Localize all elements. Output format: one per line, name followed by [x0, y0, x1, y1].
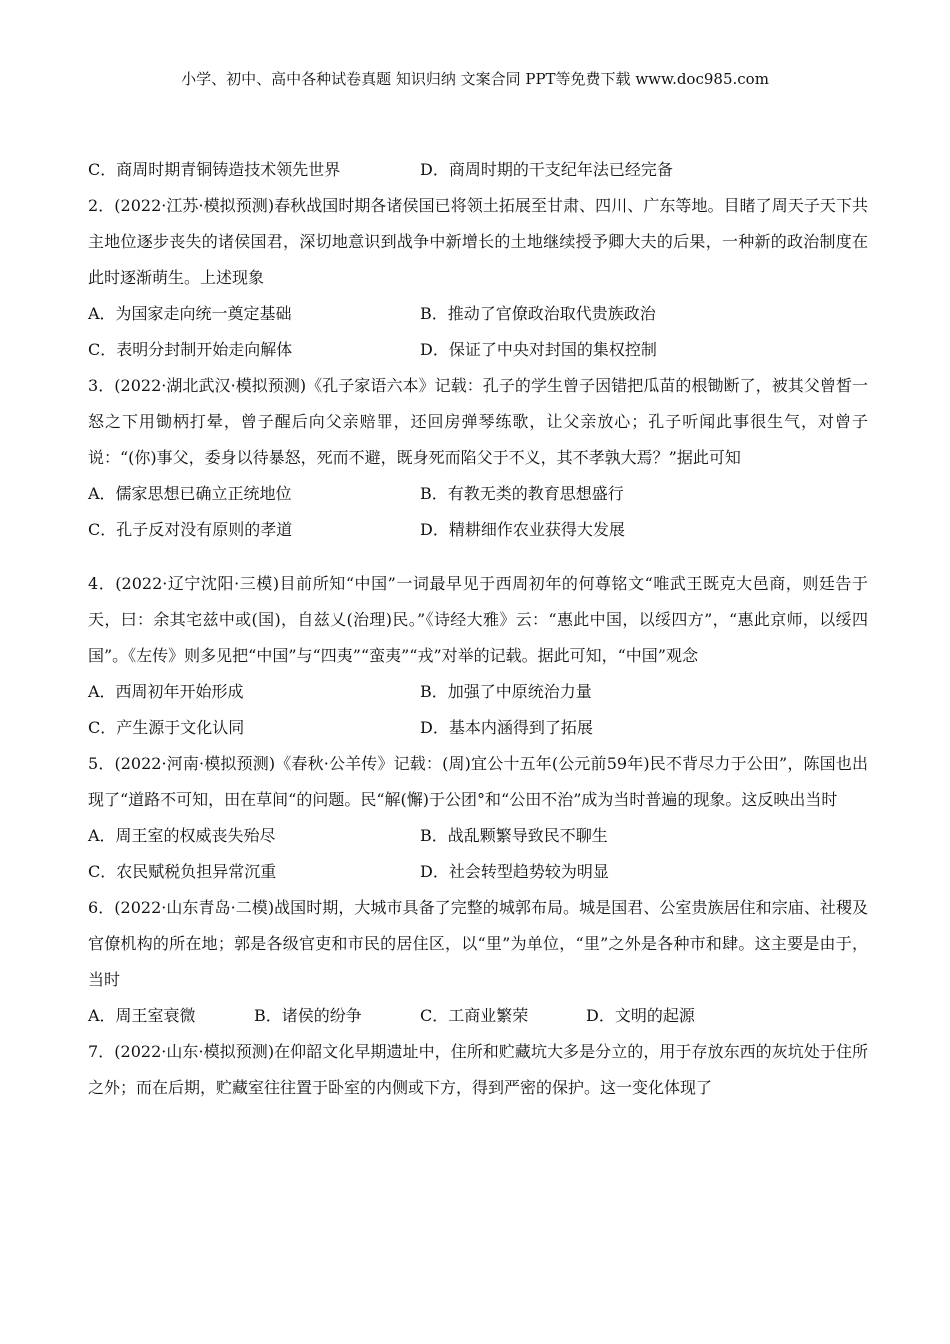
- question-options: [88, 998, 868, 1034]
- option-a: A．儒家思想已确立正统地位: [88, 484, 292, 503]
- exam-page: [88, 152, 868, 1106]
- option-d: D．文明的起源: [586, 1006, 695, 1025]
- question-text: 5．(2022·河南·模拟预测)《春秋·公羊传》记载：(周)宜公十五年(公元前59年)民不背尽力于公田”，陈国也出现了“道路不可知，田在草间“的问题。民“解(懈)于公团°和“公田不治”成为当时普遍的现象。这反映出当时: [88, 754, 868, 809]
- question-options: [88, 476, 868, 548]
- option-b: B．战乱颗繁导致民不聊生: [420, 826, 608, 845]
- question-text: 2．(2022·江苏·模拟预测)春秋战国时期各诸侯国已将领土拓展至甘肃、四川、广东等地。目睹了周天子天下共主地位逐步丧失的诸侯国君，深切地意识到战争中新增长的土地继续授予卿大夫的后果，一种新的政治制度在此时逐渐萌生。上述现象: [88, 196, 868, 287]
- option-d: D．保证了中央对封国的集权控制: [420, 340, 657, 359]
- option-a: A．为国家走向统一奠定基础: [88, 304, 292, 323]
- option-d: D．社会转型趋势较为明显: [420, 862, 609, 881]
- question-options: [88, 296, 868, 368]
- question-3: [88, 368, 868, 548]
- option-b: B．推动了官僚政治取代贵族政治: [420, 304, 656, 323]
- option-a: A．西周初年开始形成: [88, 682, 244, 701]
- spacer: [88, 548, 868, 566]
- question-text: 6．(2022·山东青岛·二模)战国时期，大城市具备了完整的城郭布局。城是国君、公室贵族居住和宗庙、社稷及官僚机构的所在地；郭是各级官吏和市民的居住区，以“里”为单位，“里”之外是各种市和肆。这主要是由于，当时: [88, 898, 868, 989]
- option-d: D．基本内涵得到了拓展: [420, 718, 593, 737]
- question-options: [88, 818, 868, 890]
- option-b: B．加强了中原统治力量: [420, 682, 592, 701]
- option-d: D．精耕细作农业获得大发展: [420, 520, 625, 539]
- option-c: C．农民赋税负担异常沉重: [88, 862, 277, 881]
- question-7: [88, 1034, 868, 1106]
- option-c: C．产生源于文化认同: [88, 718, 245, 737]
- question-text: 3．(2022·湖北武汉·模拟预测)《孔子家语六本》记载：孔子的学生曾子因错把瓜苗的根锄断了，被其父曾皙一怒之下用锄柄打晕，曾子醒后向父亲赔罪，还回房弹琴练歌，让父亲放心；孔子听闻此事很生气，对曾子说：“(你)事父，委身以待暴怒，死而不避，既身死而陷父于不义，其不孝孰大焉？”据此可知: [88, 376, 868, 467]
- question-4: [88, 566, 868, 746]
- option-c: C．孔子反对没有原则的孝道: [88, 520, 293, 539]
- option-c: C．工商业繁荣: [420, 1006, 529, 1025]
- option-b: B．有教无类的教育思想盛行: [420, 484, 624, 503]
- option-a: A．周王室的权威丧失殆尽: [88, 826, 276, 845]
- question-5: [88, 746, 868, 890]
- option-c: C．商周时期青铜铸造技术领先世界: [88, 160, 341, 179]
- option-b: B．诸侯的纷争: [254, 1006, 362, 1025]
- question-options: [88, 674, 868, 746]
- question-text: 7．(2022·山东·模拟预测)在仰韶文化早期遗址中，住所和贮藏坑大多是分立的，用于存放东西的灰坑处于住所之外；而在后期，贮藏室往往置于卧室的内侧或下方，得到严密的保护。这一变化体现了: [88, 1042, 868, 1097]
- option-c: C．表明分封制开始走向解体: [88, 340, 293, 359]
- option-d: D．商周时期的干支纪年法已经完备: [420, 160, 673, 179]
- option-a: A．周王室衰微: [88, 1006, 196, 1025]
- question-6: [88, 890, 868, 1034]
- question-text: 4．(2022·辽宁沈阳·三模)目前所知“中国”一词最早见于西周初年的何尊铭文“唯武王既克大邑商，则廷告于天，曰：余其宅兹中或(国)，自兹乂(治理)民。”《诗经大雅》云：“惠此中国，以绥四方”，“惠此京师，以绥四国”。《左传》则多见把“中国”与“四夷”“蛮夷”“戎”对举的记载。据此可知，“中国”观念: [88, 574, 868, 665]
- page-header: 小学、初中、高中各种试卷真题 知识归纳 文案合同 PPT等免费下载 www.doc985.com: [181, 70, 769, 88]
- q1-options: [88, 152, 868, 188]
- question-2: [88, 188, 868, 368]
